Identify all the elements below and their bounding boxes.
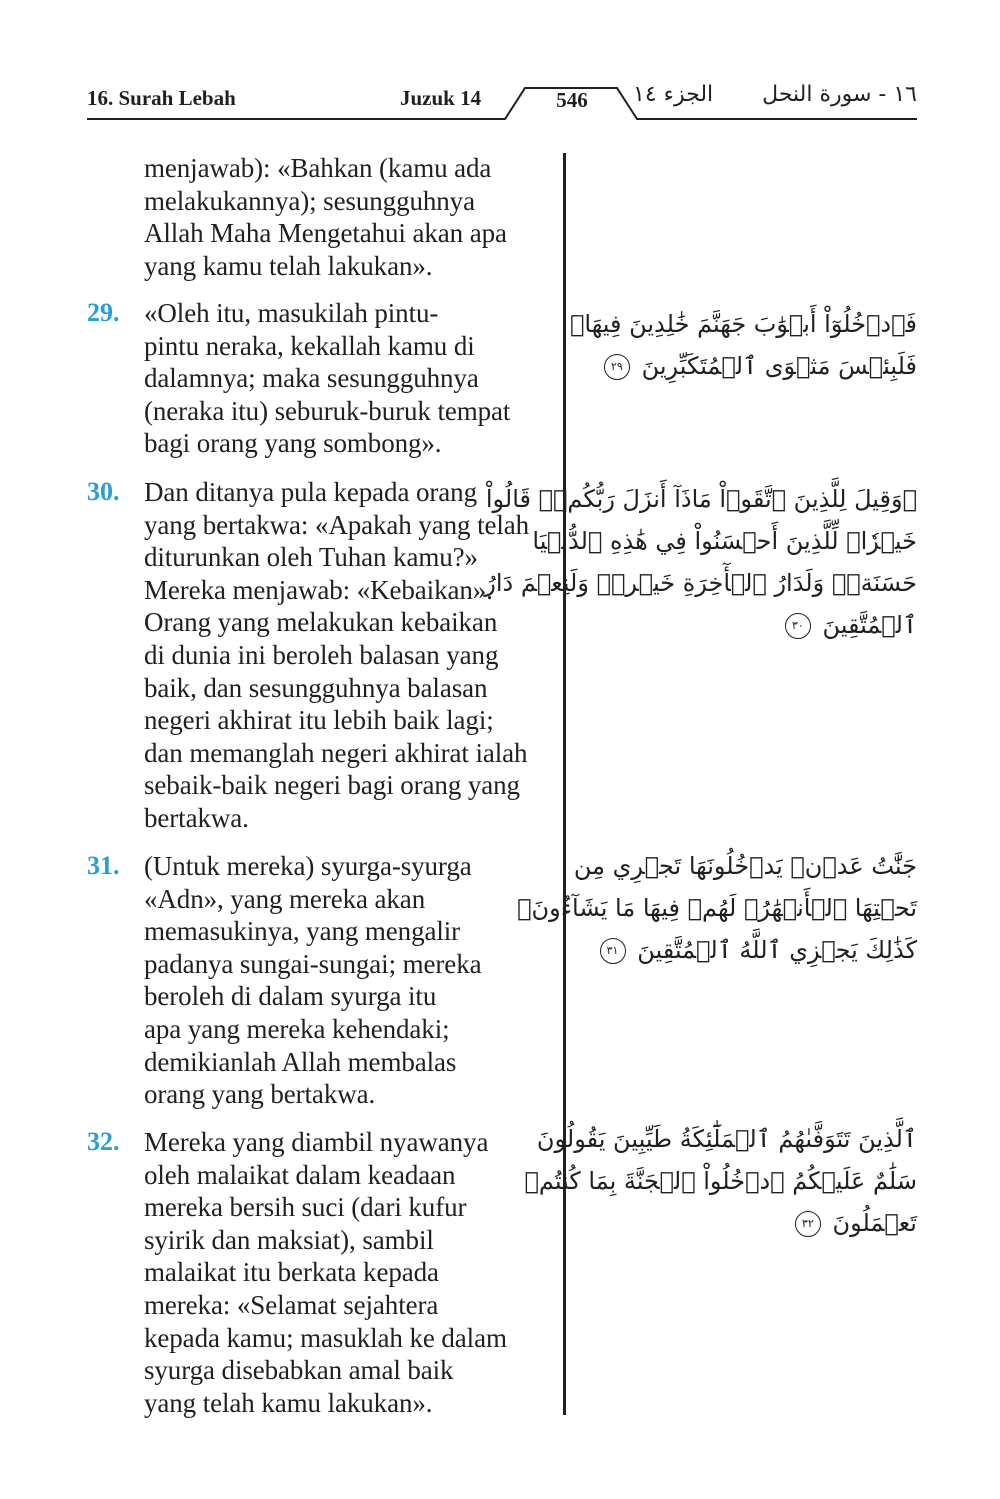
text-line: yang bertakwa: «Apakah yang telah xyxy=(144,509,530,540)
arabic-line: جَنَّٰتُ عَدۡنٖ يَدۡخُلُونَهَا تَجۡرِي مِن xyxy=(573,852,917,880)
text-line: negeri akhirat itu lebih baik lagi; xyxy=(144,705,494,736)
text-line: orang yang bertakwa. xyxy=(144,1079,376,1110)
text-line: kepada kamu; masuklah ke dalam xyxy=(144,1322,507,1353)
translation-text xyxy=(144,850,564,1111)
page-number: 546 xyxy=(556,88,588,112)
text-line: diturunkan oleh Tuhan kamu?» xyxy=(144,542,478,573)
text-line: memasukinya, yang mengalir xyxy=(144,916,461,947)
text-line: dalamnya; maka sesungguhnya xyxy=(144,363,479,394)
text-line: yang kamu telah lakukan». xyxy=(144,250,433,281)
text-line: mereka bersih suci (dari kufur xyxy=(144,1192,467,1223)
verse-end-marker: ٣٢ xyxy=(795,1211,821,1237)
verse-number: 29. xyxy=(87,298,120,327)
surah-title-arabic: ١٦ - سورة النحل xyxy=(762,82,917,107)
verse-number: 31. xyxy=(87,851,120,880)
arabic-line: حَسَنَةٞۚ وَلَدَارُ ٱلۡأٓخِرَةِ خَيۡرٞۚ وَلَنِعۡمَ دَارُ xyxy=(484,569,917,597)
verse-number: 30. xyxy=(87,477,120,506)
arabic-verse-29 xyxy=(569,303,917,387)
arabic-line: ٱلَّذِينَ تَتَوَفَّىٰهُمُ ٱلۡمَلَٰٓئِكَةُ طَيِّبِينَ يَقُولُونَ xyxy=(536,1125,917,1153)
arabic-line: خَيۡرٗاۗ لِّلَّذِينَ أَحۡسَنُواْ فِي هَٰذِهِ ٱلدُّنۡيَا xyxy=(532,527,917,555)
text-line: menjawab): «Bahkan (kamu ada xyxy=(144,153,492,183)
text-line: «Oleh itu, masukilah pintu- xyxy=(144,298,439,328)
text-line: yang telah kamu lakukan». xyxy=(144,1387,433,1418)
text-line: Mereka menjawab: «Kebaikan». xyxy=(144,574,493,605)
arabic-line: كَذَٰلِكَ يَجۡزِي ٱللَّهُ ٱلۡمُتَّقِينَ xyxy=(637,936,917,964)
text-line: apa yang mereka kehendaki; xyxy=(144,1013,450,1044)
text-line: Allah Maha Mengetahui akan apa xyxy=(144,218,507,249)
verse-end-marker: ٣١ xyxy=(600,938,626,964)
text-line: demikianlah Allah membalas xyxy=(144,1046,457,1077)
text-line: dan memanglah negeri akhirat ialah xyxy=(144,737,528,768)
text-line: Dan ditanya pula kepada orang xyxy=(144,477,477,507)
arabic-line: فَلَبِئۡسَ مَثۡوَى ٱلۡمُتَكَبِّرِينَ xyxy=(641,352,917,380)
arabic-line: تَعۡمَلُونَ xyxy=(832,1209,917,1237)
text-line: Orang yang melakukan kebaikan xyxy=(144,607,498,638)
text-line: oleh malaikat dalam keadaan xyxy=(144,1159,456,1190)
translation-text xyxy=(144,1126,564,1419)
text-line: di dunia ini beroleh balasan yang xyxy=(144,639,499,670)
text-line: beroleh di dalam syurga itu xyxy=(144,981,437,1012)
text-line: padanya sungai-sungai; mereka xyxy=(144,948,482,979)
juz-label-arabic: الجزء ١٤ xyxy=(633,82,714,107)
translation-text xyxy=(144,152,564,282)
arabic-line: ۞وَقِيلَ لِلَّذِينَ ٱتَّقَوۡاْ مَاذَآ أَنزَلَ رَبُّكُمۡۚ قَالُواْ xyxy=(485,485,917,513)
text-line: Mereka yang diambil nyawanya xyxy=(144,1127,489,1157)
text-line: melakukannya); sesungguhnya xyxy=(144,185,475,216)
text-line: malaikat itu berkata kepada xyxy=(144,1257,439,1288)
translation-text xyxy=(144,297,564,460)
surah-title-latin: 16. Surah Lebah xyxy=(87,86,236,110)
juz-label-latin: Juzuk 14 xyxy=(400,86,482,110)
text-line: «Adn», yang mereka akan xyxy=(144,883,426,914)
verse-end-marker: ٣٠ xyxy=(785,613,811,639)
arabic-verse-31 xyxy=(517,845,917,971)
verse-number: 32. xyxy=(87,1127,120,1156)
arabic-verse-32 xyxy=(524,1118,917,1244)
text-line: baik, dan sesungguhnya balasan xyxy=(144,672,488,703)
arabic-verse-30 xyxy=(484,478,917,646)
text-line: syirik dan maksiat), sambil xyxy=(144,1224,434,1255)
arabic-line: سَلَٰمٌ عَلَيۡكُمُ ٱدۡخُلُواْ ٱلۡجَنَّةَ بِمَا كُنتُمۡ xyxy=(524,1167,917,1195)
text-line: syurga disebabkan amal baik xyxy=(144,1355,454,1386)
text-line: sebaik-baik negeri bagi orang yang xyxy=(144,770,520,801)
text-line: mereka: «Selamat sejahtera xyxy=(144,1289,439,1320)
arabic-line: فَٱدۡخُلُوٓاْ أَبۡوَٰبَ جَهَنَّمَ خَٰلِدِينَ فِيهَاۖ xyxy=(569,310,917,338)
page-header xyxy=(87,78,917,122)
text-line: (neraka itu) seburuk-buruk tempat xyxy=(144,395,511,426)
text-line: (Untuk mereka) syurga-syurga xyxy=(144,851,472,881)
arabic-line: تَحۡتِهَا ٱلۡأَنۡهَٰرُۖ لَهُمۡ فِيهَا مَا يَشَآءُونَۚ xyxy=(517,894,917,922)
text-line: bertakwa. xyxy=(144,802,249,833)
arabic-line: ٱلۡمُتَّقِينَ xyxy=(822,611,917,639)
text-line: pintu neraka, kekallah kamu di xyxy=(144,330,475,361)
verse-end-marker: ٢٩ xyxy=(604,354,630,380)
translation-text xyxy=(144,476,564,835)
text-line: bagi orang yang sombong». xyxy=(144,428,442,459)
